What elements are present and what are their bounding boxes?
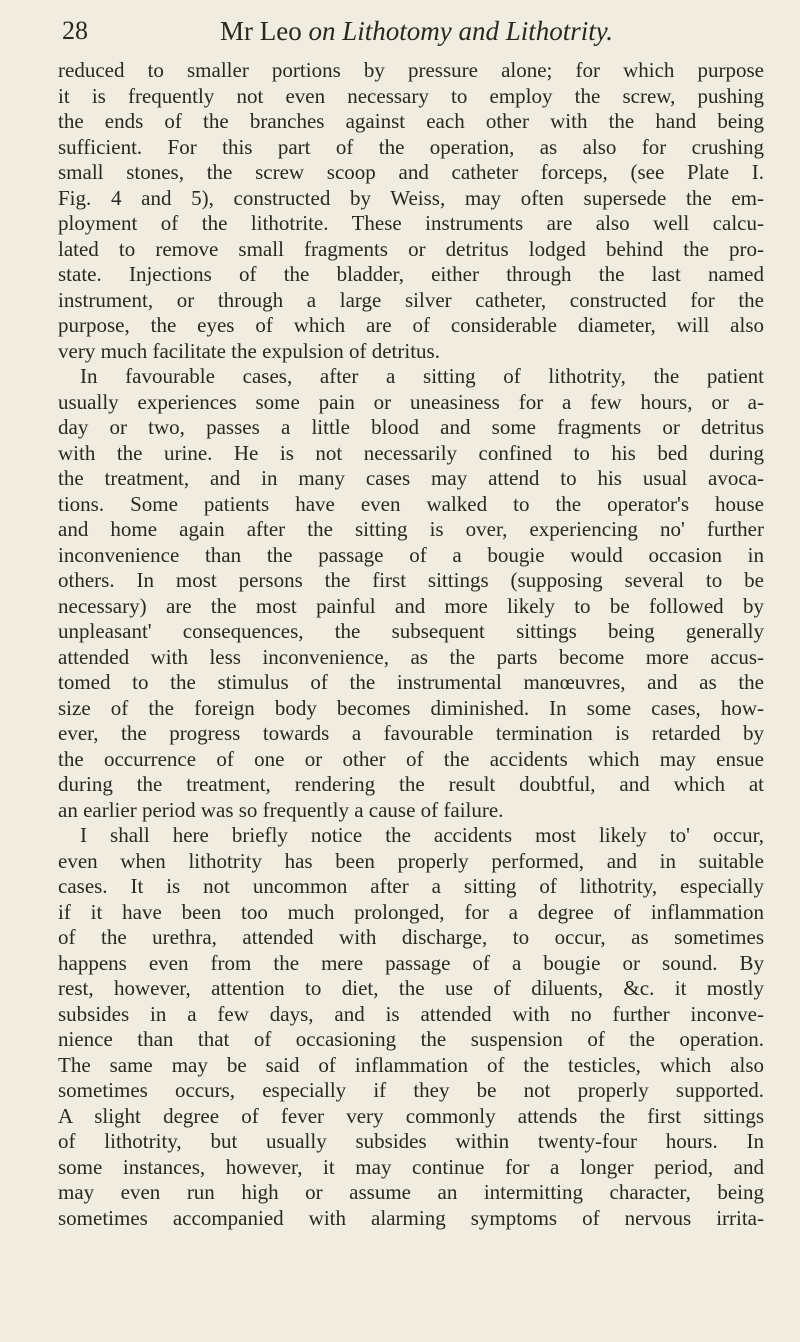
text-line: rest, however, attention to diet, the use of diluents, &c. it mostly	[58, 976, 764, 1000]
text-line: if it have been too much prolonged, for a degree of inflammation	[58, 899, 764, 924]
text-line: of lithotrity, but usually subsides within twenty-four hours. In	[58, 1129, 764, 1153]
text-line: purpose, the eyes of which are of considerable diameter, will also	[58, 313, 764, 337]
text-line: tions. Some patients have even walked to the operator's house	[58, 491, 764, 516]
text-line: some instances, however, it may continue for a longer period, and	[58, 1154, 764, 1179]
text-line: small stones, the screw scoop and catheter forceps, (see Plate I.	[58, 160, 764, 184]
text-line: and home again after the sitting is over, experiencing no' further	[58, 517, 764, 541]
text-line: sufficient. For this part of the operation, as also for crushing	[58, 134, 764, 159]
text-line: happens even from the mere passage of a bougie or sound. By	[58, 950, 764, 975]
text-line: the occurrence of one or other of the accidents which may ensue	[58, 746, 764, 771]
text-line: it is frequently not even necessary to employ the screw, pushing	[58, 83, 764, 108]
text-line: nience than that of occasioning the suspension of the operation.	[58, 1027, 764, 1051]
text-line: size of the foreign body becomes diminished. In some cases, how-	[58, 695, 764, 720]
text-line: the treatment, and in many cases may attend to his usual avoca-	[58, 466, 764, 490]
running-head	[0, 14, 800, 54]
text-line: the ends of the branches against each other with the hand being	[58, 109, 764, 133]
running-title	[220, 16, 613, 47]
page-number: 28	[62, 16, 88, 45]
text-line: sometimes occurs, especially if they be not properly supported.	[58, 1078, 764, 1102]
text-line: Fig. 4 and 5), constructed by Weiss, may often supersede the em-	[58, 185, 764, 210]
paragraph-end-line: an earlier period was so frequently a cause of failure.	[58, 797, 504, 822]
text-line: tomed to the stimulus of the instrumental manœuvres, and as the	[58, 670, 764, 694]
running-title-author: Mr Leo	[220, 16, 302, 46]
text-line: instrument, or through a large silver catheter, constructed for the	[58, 287, 764, 312]
paragraph-first-line: I shall here briefly notice the accidents most likely to' occur,	[80, 823, 764, 847]
running-title-subject: on Lithotomy and Lithotrity.	[308, 16, 614, 46]
body-text	[58, 58, 764, 1231]
text-line: with the urine. He is not necessarily confined to his bed during	[58, 440, 764, 465]
text-line: of the urethra, attended with discharge, to occur, as sometimes	[58, 925, 764, 949]
text-line: necessary) are the most painful and more likely to be followed by	[58, 593, 764, 618]
text-line: subsides in a few days, and is attended with no further inconve-	[58, 1001, 764, 1026]
text-line: others. In most persons the first sittings (supposing several to be	[58, 568, 764, 592]
text-line: cases. It is not uncommon after a sitting of lithotrity, especially	[58, 874, 764, 898]
text-line: lated to remove small fragments or detritus lodged behind the pro-	[58, 236, 764, 261]
text-line: reduced to smaller portions by pressure alone; for which purpose	[58, 58, 764, 82]
text-line: usually experiences some pain or uneasiness for a few hours, or a-	[58, 389, 764, 414]
text-line: inconvenience than the passage of a bougie would occasion in	[58, 542, 764, 567]
text-line: A slight degree of fever very commonly attends the first sittings	[58, 1103, 764, 1128]
text-line: attended with less inconvenience, as the parts become more accus-	[58, 644, 764, 669]
text-line: unpleasant' consequences, the subsequent sittings being generally	[58, 619, 764, 643]
text-line: day or two, passes a little blood and some fragments or detritus	[58, 415, 764, 439]
paragraph-end-line: very much facilitate the expulsion of detritus.	[58, 338, 440, 363]
text-line: ever, the progress towards a favourable termination is retarded by	[58, 721, 764, 745]
text-line: during the treatment, rendering the result doubtful, and which at	[58, 772, 764, 796]
text-line: even when lithotrity has been properly performed, and in suitable	[58, 848, 764, 873]
text-line: state. Injections of the bladder, either through the last named	[58, 262, 764, 286]
text-line: The same may be said of inflammation of the testicles, which also	[58, 1052, 764, 1077]
text-line: sometimes accompanied with alarming symptoms of nervous irrita-	[58, 1205, 764, 1230]
paragraph-first-line: In favourable cases, after a sitting of lithotrity, the patient	[80, 364, 764, 388]
text-line: ployment of the lithotrite. These instruments are also well calcu-	[58, 211, 764, 235]
text-line: may even run high or assume an intermitting character, being	[58, 1180, 764, 1204]
